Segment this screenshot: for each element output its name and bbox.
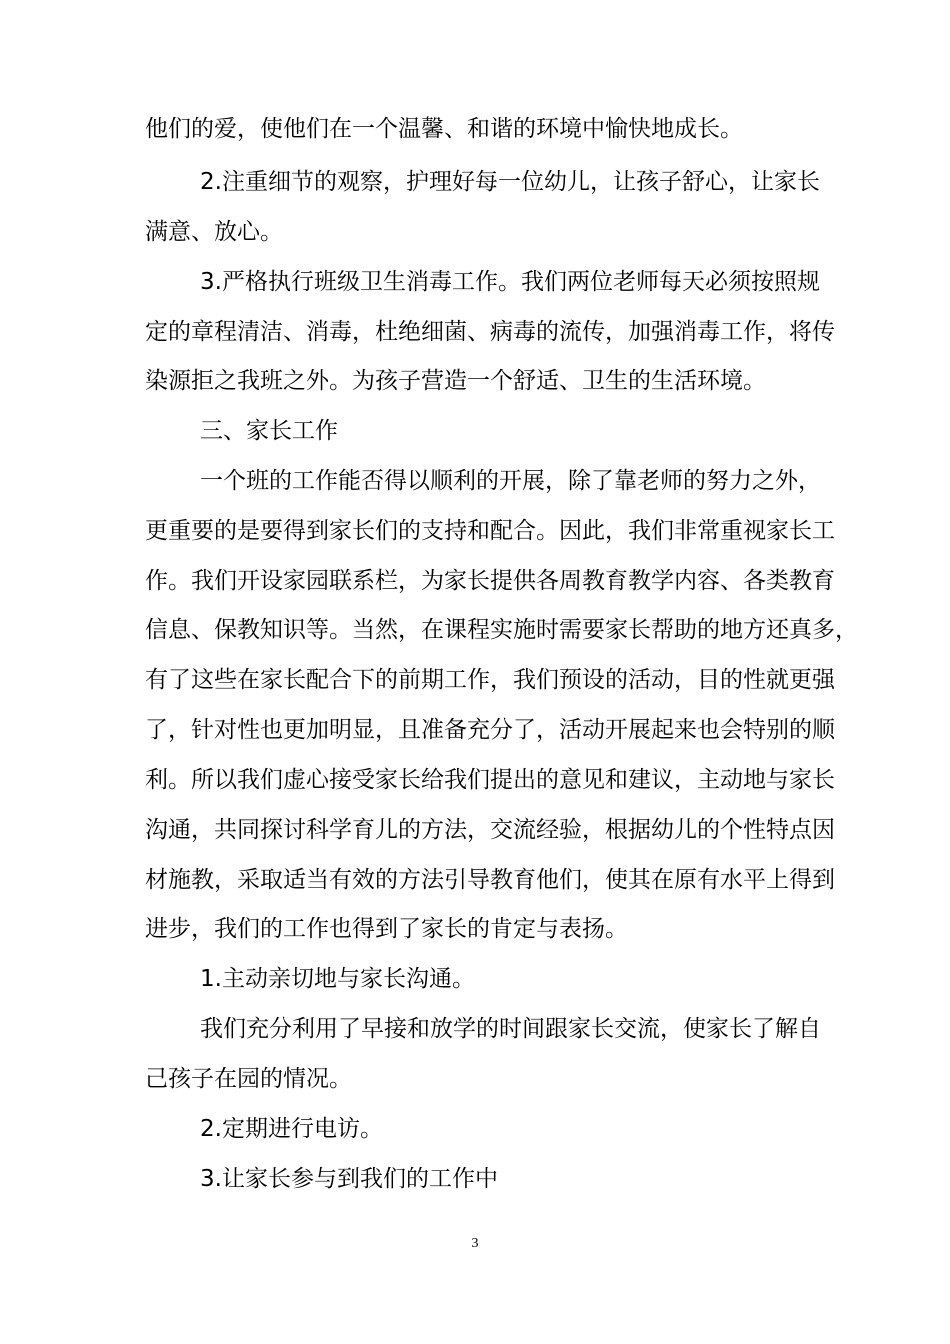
text-line-13: 了，针对性也更加明显，且准备充分了，活动开展起来也会特别的顺 [145,717,835,743]
text-line-16: 材施教，采取适当有效的方法引导教育他们，使其在原有水平上得到 [145,867,835,893]
text-line-9: 更重要的是要得到家长们的支持和配合。因此，我们非常重视家长工 [145,518,835,544]
page-number: 3 [471,1236,479,1251]
text-line-19: 我们充分利用了早接和放学的时间跟家长交流，使家长了解自 [200,1016,821,1042]
text-line-5: 定的章程清洁、消毒，杜绝细菌、病毒的流传，加强消毒工作，将传 [145,319,835,345]
text-line-21: 2.定期进行电访。 [200,1116,383,1142]
text-line-3: 满意、放心。 [145,219,283,245]
text-line-2: 2.注重细节的观察，护理好每一位幼儿，让孩子舒心，让家长 [200,169,820,195]
text-line-12: 有了这些在家长配合下的前期工作，我们预设的活动，目的性就更强 [145,667,835,693]
section-heading: 三、家长工作 [200,418,338,444]
text-line-6: 染源拒之我班之外。为孩子营造一个舒适、卫生的生活环境。 [145,368,766,394]
text-line-22: 3.让家长参与到我们的工作中 [200,1166,498,1192]
text-line-17: 进步，我们的工作也得到了家长的肯定与表扬。 [145,916,628,942]
text-line-4: 3.严格执行班级卫生消毒工作。我们两位老师每天必须按照规 [200,269,820,295]
text-line-1: 他们的爱，使他们在一个温馨、和谐的环境中愉快地成长。 [145,116,743,142]
text-line-14: 利。所以我们虚心接受家长给我们提出的意见和建议，主动地与家长 [145,767,835,793]
text-line-10: 作。我们开设家园联系栏，为家长提供各周教育教学内容、各类教育 [145,568,835,594]
text-line-11: 信息、保教知识等。当然，在课程实施时需要家长帮助的地方还真多， [145,617,858,643]
text-line-20: 己孩子在园的情况。 [145,1066,352,1092]
text-line-8: 一个班的工作能否得以顺利的开展，除了靠老师的努力之外， [200,468,821,494]
text-line-15: 沟通，共同探讨科学育儿的方法，交流经验，根据幼儿的个性特点因 [145,817,835,843]
text-line-18: 1.主动亲切地与家长沟通。 [200,966,475,992]
